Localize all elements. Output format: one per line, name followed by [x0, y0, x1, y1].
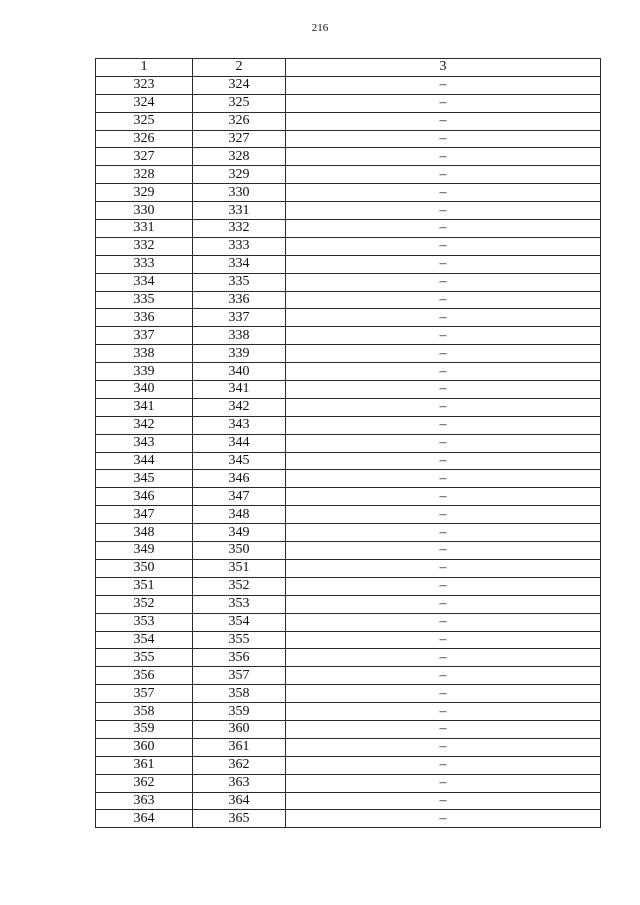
table-cell-col1: 330 — [96, 202, 193, 220]
table-cell-col3: – — [286, 76, 601, 94]
table-cell-col1: 345 — [96, 470, 193, 488]
table-cell-col3: – — [286, 363, 601, 381]
table-cell-col2: 329 — [193, 166, 286, 184]
table-cell-col2: 359 — [193, 703, 286, 721]
table-cell-col1: 361 — [96, 756, 193, 774]
table-cell-col3: – — [286, 685, 601, 703]
table-row — [96, 416, 601, 434]
table-row — [96, 291, 601, 309]
column-header-3: 3 — [286, 59, 601, 77]
table-cell-col1: 329 — [96, 184, 193, 202]
table-cell-col3: – — [286, 416, 601, 434]
table-cell-col3: – — [286, 667, 601, 685]
table-cell-col2: 334 — [193, 255, 286, 273]
table-cell-col2: 350 — [193, 542, 286, 560]
table-cell-col1: 332 — [96, 237, 193, 255]
table-cell-col1: 348 — [96, 524, 193, 542]
table-cell-col2: 349 — [193, 524, 286, 542]
table-cell-col1: 347 — [96, 506, 193, 524]
table-row — [96, 470, 601, 488]
table-cell-col3: – — [286, 577, 601, 595]
table-cell-col1: 351 — [96, 577, 193, 595]
table-row — [96, 792, 601, 810]
table-cell-col2: 344 — [193, 434, 286, 452]
table-cell-col3: – — [286, 774, 601, 792]
table-body — [96, 76, 601, 827]
table-cell-col1: 326 — [96, 130, 193, 148]
table-cell-col2: 330 — [193, 184, 286, 202]
table-row — [96, 273, 601, 291]
table-cell-col3: – — [286, 434, 601, 452]
table-cell-col1: 341 — [96, 398, 193, 416]
table-row — [96, 112, 601, 130]
table-cell-col1: 353 — [96, 613, 193, 631]
table-row — [96, 720, 601, 738]
table-cell-col2: 332 — [193, 220, 286, 238]
table-cell-col3: – — [286, 184, 601, 202]
table-cell-col2: 362 — [193, 756, 286, 774]
table-cell-col3: – — [286, 202, 601, 220]
table-cell-col1: 363 — [96, 792, 193, 810]
table-row — [96, 613, 601, 631]
table-cell-col3: – — [286, 738, 601, 756]
table-cell-col2: 356 — [193, 649, 286, 667]
table-row — [96, 649, 601, 667]
table-cell-col2: 361 — [193, 738, 286, 756]
table-cell-col2: 346 — [193, 470, 286, 488]
table-cell-col2: 345 — [193, 452, 286, 470]
table-cell-col3: – — [286, 649, 601, 667]
table-row — [96, 434, 601, 452]
table-cell-col3: – — [286, 112, 601, 130]
table-cell-col2: 357 — [193, 667, 286, 685]
table-row — [96, 237, 601, 255]
data-table — [95, 58, 601, 828]
table-cell-col1: 350 — [96, 559, 193, 577]
table-header-row — [96, 59, 601, 77]
table-cell-col2: 338 — [193, 327, 286, 345]
table-row — [96, 202, 601, 220]
table-cell-col3: – — [286, 237, 601, 255]
table-cell-col3: – — [286, 559, 601, 577]
table-cell-col1: 356 — [96, 667, 193, 685]
table-cell-col3: – — [286, 255, 601, 273]
table-row — [96, 184, 601, 202]
table-row — [96, 631, 601, 649]
table-cell-col3: – — [286, 166, 601, 184]
table-cell-col1: 335 — [96, 291, 193, 309]
table-cell-col1: 352 — [96, 595, 193, 613]
table-cell-col3: – — [286, 488, 601, 506]
table-cell-col2: 363 — [193, 774, 286, 792]
table-row — [96, 738, 601, 756]
table-cell-col3: – — [286, 327, 601, 345]
table-row — [96, 810, 601, 828]
table-row — [96, 542, 601, 560]
table-row — [96, 130, 601, 148]
table-cell-col2: 340 — [193, 363, 286, 381]
table-row — [96, 220, 601, 238]
table-row — [96, 94, 601, 112]
table-cell-col1: 339 — [96, 363, 193, 381]
table-cell-col3: – — [286, 309, 601, 327]
table-cell-col2: 358 — [193, 685, 286, 703]
table-cell-col2: 341 — [193, 381, 286, 399]
table-row — [96, 363, 601, 381]
table-cell-col1: 360 — [96, 738, 193, 756]
table-cell-col1: 333 — [96, 255, 193, 273]
table-cell-col2: 339 — [193, 345, 286, 363]
table-cell-col2: 325 — [193, 94, 286, 112]
table-row — [96, 595, 601, 613]
table-cell-col2: 333 — [193, 237, 286, 255]
table-row — [96, 166, 601, 184]
table-cell-col2: 365 — [193, 810, 286, 828]
table-row — [96, 577, 601, 595]
table-cell-col1: 362 — [96, 774, 193, 792]
table-cell-col2: 364 — [193, 792, 286, 810]
table-cell-col2: 352 — [193, 577, 286, 595]
table-cell-col3: – — [286, 810, 601, 828]
table-cell-col3: – — [286, 220, 601, 238]
table-row — [96, 559, 601, 577]
table-row — [96, 345, 601, 363]
column-header-2: 2 — [193, 59, 286, 77]
table-cell-col3: – — [286, 470, 601, 488]
table-row — [96, 774, 601, 792]
table-cell-col3: – — [286, 345, 601, 363]
table-cell-col1: 358 — [96, 703, 193, 721]
table-cell-col2: 353 — [193, 595, 286, 613]
table-cell-col2: 335 — [193, 273, 286, 291]
table-header — [96, 59, 601, 77]
table-row — [96, 76, 601, 94]
table-cell-col1: 357 — [96, 685, 193, 703]
table-cell-col1: 355 — [96, 649, 193, 667]
table-cell-col2: 348 — [193, 506, 286, 524]
table-row — [96, 452, 601, 470]
table-cell-col2: 343 — [193, 416, 286, 434]
table-cell-col1: 331 — [96, 220, 193, 238]
table-cell-col1: 325 — [96, 112, 193, 130]
table-cell-col3: – — [286, 720, 601, 738]
table-cell-col3: – — [286, 398, 601, 416]
table-cell-col1: 364 — [96, 810, 193, 828]
column-header-1: 1 — [96, 59, 193, 77]
table-cell-col1: 346 — [96, 488, 193, 506]
table-row — [96, 703, 601, 721]
table-cell-col1: 327 — [96, 148, 193, 166]
table-cell-col2: 327 — [193, 130, 286, 148]
table-cell-col3: – — [286, 130, 601, 148]
table-row — [96, 148, 601, 166]
table-cell-col3: – — [286, 452, 601, 470]
table-cell-col2: 351 — [193, 559, 286, 577]
table-cell-col1: 340 — [96, 381, 193, 399]
table-cell-col1: 323 — [96, 76, 193, 94]
table-cell-col3: – — [286, 756, 601, 774]
table-cell-col1: 359 — [96, 720, 193, 738]
table-cell-col2: 347 — [193, 488, 286, 506]
table-row — [96, 667, 601, 685]
table-cell-col1: 354 — [96, 631, 193, 649]
table-cell-col3: – — [286, 148, 601, 166]
table-row — [96, 327, 601, 345]
table-cell-col2: 324 — [193, 76, 286, 94]
table-row — [96, 255, 601, 273]
table-cell-col2: 326 — [193, 112, 286, 130]
table-cell-col1: 337 — [96, 327, 193, 345]
table-cell-col3: – — [286, 524, 601, 542]
table-cell-col2: 360 — [193, 720, 286, 738]
table-cell-col3: – — [286, 631, 601, 649]
table-row — [96, 524, 601, 542]
table-cell-col3: – — [286, 792, 601, 810]
table-cell-col1: 328 — [96, 166, 193, 184]
table-cell-col3: – — [286, 381, 601, 399]
table-cell-col2: 355 — [193, 631, 286, 649]
table-row — [96, 398, 601, 416]
table-row — [96, 381, 601, 399]
table-cell-col2: 354 — [193, 613, 286, 631]
table-cell-col1: 324 — [96, 94, 193, 112]
page-number: 216 — [311, 22, 329, 34]
table-cell-col2: 331 — [193, 202, 286, 220]
table-cell-col1: 344 — [96, 452, 193, 470]
table-cell-col2: 336 — [193, 291, 286, 309]
table-cell-col3: – — [286, 542, 601, 560]
table-cell-col1: 349 — [96, 542, 193, 560]
table-cell-col1: 334 — [96, 273, 193, 291]
table-row — [96, 488, 601, 506]
table-cell-col3: – — [286, 94, 601, 112]
table-row — [96, 506, 601, 524]
table-cell-col3: – — [286, 595, 601, 613]
table-row — [96, 756, 601, 774]
table-cell-col3: – — [286, 703, 601, 721]
table-cell-col2: 337 — [193, 309, 286, 327]
table-cell-col2: 328 — [193, 148, 286, 166]
table-cell-col3: – — [286, 506, 601, 524]
table-cell-col1: 343 — [96, 434, 193, 452]
table-cell-col3: – — [286, 291, 601, 309]
table-cell-col1: 336 — [96, 309, 193, 327]
table-cell-col1: 342 — [96, 416, 193, 434]
table-cell-col3: – — [286, 273, 601, 291]
table-cell-col3: – — [286, 613, 601, 631]
table-row — [96, 309, 601, 327]
table-cell-col1: 338 — [96, 345, 193, 363]
table-cell-col2: 342 — [193, 398, 286, 416]
table-row — [96, 685, 601, 703]
